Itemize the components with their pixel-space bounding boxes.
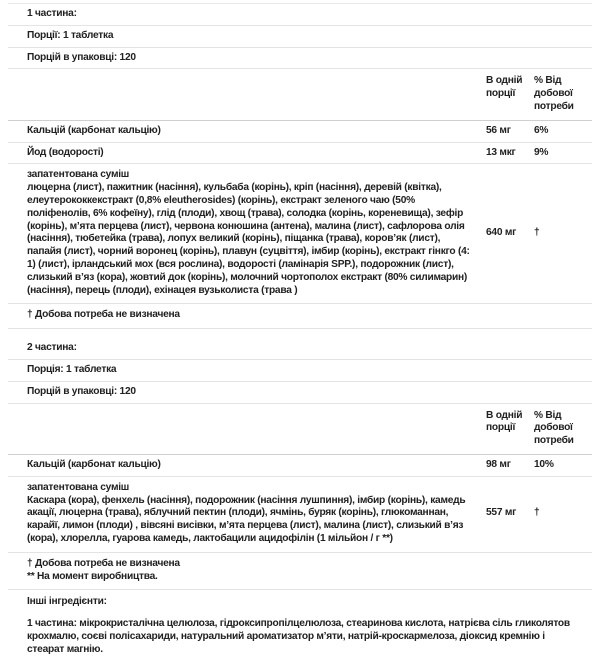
column-header-amount: В одній порції [486,75,523,100]
table-row [8,455,592,477]
part-1-section [8,3,592,329]
footnotes [8,304,592,329]
blend-ingredients: люцерна (лист), пажитник (насіння), кульбаба (корінь), кріп (насіння), деревій (квітка), елеутерококкекстракт (0,8% eleutherosides) (корінь), екстракт зеленого чаю (50% поліфенолів, 6% кофеїну), глід (плоди), хвощ (трава), солодка (корінь, кореневища), зефір (корінь), м’ята перцева (лист), червона конюшина (антена), малина (лист), сафлорова олія (насіння), тюбетейка (трава), лопух великий (корінь), піщанка (трава), коров’як (лист), папайя (лист), чорний воронец (корінь), плавун (суцвіття), імбир (корінь), екстракт гінкго (4: 1) (лист), ірландський мох (вся рослина), водорості (ламінарія SPP.), подорожник (лист), слизький в’яз (кора), жовтий док (корінь), молочний чортополох екстракт (80% силимарин) (насіння), перець (плоди), ехінацея вузьколиста (трава ) [27,182,470,296]
nutrient-name: Йод (водорості) [27,146,104,158]
serving-size: Порція: 1 таблетка [8,360,592,382]
table-row [8,121,592,143]
blend-amount: 557 мг [486,507,517,519]
servings-per-container: Порцій в упаковці: 120 [8,48,592,70]
table-header [8,69,592,120]
blend-cell [27,169,486,297]
nutrient-name: Кальцій (карбонат кальцію) [27,458,161,470]
other-ingredients-title: Інші інгредієнти: [27,596,107,608]
supplement-facts-label [8,3,592,656]
nutrient-dv: 10% [534,458,554,470]
nutrient-amount: 56 мг [486,124,511,136]
servings-per-container: Порцій в упаковці: 120 [8,382,592,404]
table-header [8,404,592,455]
footnote-daily-value: † Добова потреба не визначена [27,309,180,321]
other-ingredients-text: 1 частина: мікрокристалічна целюлоза, гідроксипропілцелюлоза, стеаринова кислота, натрієва сіль гликолятов крохмалю, соєві полісахариди, натуральний ароматизатор м’яти, натрій-кроскармелоза, діоксид кремнію і стеарат магнію. [27,618,570,655]
blend-cell [27,482,486,546]
nutrient-dv: 9% [534,146,549,158]
column-header-dv: % Від добової потреби [534,409,574,447]
nutrient-amount: 13 мкг [486,146,516,158]
part-2-section [8,338,592,590]
footnote-at-manufacture: ** На момент виробництва. [27,570,158,582]
column-header-dv: % Від добової потреби [534,75,574,112]
serving-size: Порції: 1 таблетка [8,26,592,48]
blend-row [8,164,592,304]
blend-row [8,477,592,553]
blend-dv: † [534,226,540,238]
blend-ingredients: Каскара (кора), фенхель (насіння), подорожник (насіння лушпиння), імбир (корінь), камедь акації, люцерна (трава), яблучний пектин (плоди), ячмінь, буряк (корінь), глюкоманнан, карайї, лимон (плоди) , вівсяні висівки, м’ята перцева (лист), малина (лист), слизький в’яз (кора), хлорелла, гуарова камедь, лактобацили ацидофілін (1 мільйон / г **) [27,494,466,544]
nutrient-amount: 98 мг [486,458,511,470]
footnote-daily-value: † Добова потреба не визначена [27,557,180,569]
blend-amount: 640 мг [486,226,517,238]
part-title: 2 частина: [8,338,592,360]
column-header-amount: В одній порції [486,409,523,434]
other-ingredients-section [8,590,592,656]
nutrient-name: Кальцій (карбонат кальцію) [27,124,161,136]
blend-title: запатентована суміш [27,169,130,181]
part-title: 1 частина: [8,3,592,26]
blend-dv: † [534,507,540,519]
nutrient-dv: 6% [534,124,549,136]
table-row [8,143,592,165]
footnotes [8,553,592,591]
blend-title: запатентована суміш [27,481,130,493]
